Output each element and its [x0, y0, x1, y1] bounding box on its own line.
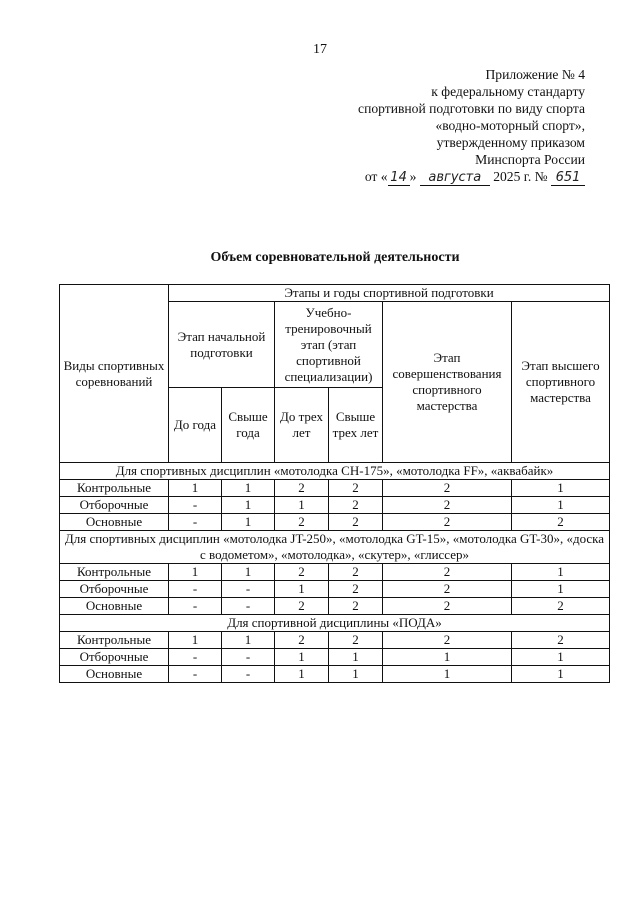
order-line	[358, 168, 585, 186]
appendix-line: «водно-моторный спорт»,	[435, 118, 585, 133]
table-cell: 1	[275, 666, 329, 683]
table-cell: -	[169, 598, 222, 615]
competition-table	[59, 284, 610, 683]
table-cell: 2	[275, 598, 329, 615]
row-label: Основные	[60, 666, 169, 683]
header-up-to-year: До года	[169, 388, 222, 463]
table-cell: 2	[512, 514, 610, 531]
order-mid: »	[409, 169, 417, 184]
table-cell: 2	[383, 581, 512, 598]
header-stage-perfection: Этап совершенствования спортивного мастерства	[383, 302, 512, 463]
row-label: Отборочные	[60, 649, 169, 666]
order-number: 651	[551, 171, 585, 186]
row-label: Контрольные	[60, 480, 169, 497]
row-label: Контрольные	[60, 632, 169, 649]
row-label: Основные	[60, 514, 169, 531]
section-title: Для спортивных дисциплин «мотолодка JT-250», «мотолодка GT-15», «мотолодка GT-30», «доска с водометом», «мотолодка», «скутер», «глиссер»	[60, 531, 610, 564]
page-number: 17	[313, 42, 327, 57]
table-cell: -	[222, 598, 275, 615]
appendix-line: утвержденному приказом	[436, 135, 585, 150]
table-cell: 1	[512, 581, 610, 598]
table-row	[60, 649, 610, 666]
table-cell: 2	[383, 564, 512, 581]
table-cell: 1	[329, 649, 383, 666]
table-cell: 1	[512, 480, 610, 497]
table-cell: 2	[329, 497, 383, 514]
table-cell: 2	[383, 497, 512, 514]
order-day: 14	[388, 171, 410, 186]
section-title: Для спортивных дисциплин «мотолодка СН-175», «мотолодка FF», «аквабайк»	[60, 463, 610, 480]
table-row	[60, 564, 610, 581]
appendix-header	[358, 66, 585, 186]
appendix-line: Минспорта России	[475, 152, 585, 167]
row-label: Контрольные	[60, 564, 169, 581]
table-cell: 2	[512, 632, 610, 649]
table-cell: 1	[275, 649, 329, 666]
appendix-line: к федеральному стандарту	[431, 84, 585, 99]
table-cell: 1	[512, 564, 610, 581]
appendix-line: Приложение № 4	[485, 67, 585, 82]
table-cell: 2	[329, 598, 383, 615]
table-cell: 2	[383, 514, 512, 531]
table-cell: 2	[329, 581, 383, 598]
table-cell: 2	[329, 564, 383, 581]
order-month: августа	[420, 171, 490, 186]
table-cell: -	[222, 649, 275, 666]
table-cell: 2	[383, 598, 512, 615]
table-cell: -	[169, 497, 222, 514]
table-cell: 2	[329, 514, 383, 531]
table-row	[60, 598, 610, 615]
header-competition-types: Виды спортивных соревнований	[60, 285, 169, 463]
table-row	[60, 480, 610, 497]
row-label: Основные	[60, 598, 169, 615]
table-cell: 1	[512, 649, 610, 666]
table-row	[60, 666, 610, 683]
header-stage-highest: Этап высшего спортивного мастерства	[512, 302, 610, 463]
table-cell: 1	[222, 497, 275, 514]
section-title: Для спортивной дисциплины «ПОДА»	[60, 615, 610, 632]
table-cell: 2	[383, 632, 512, 649]
table-cell: 1	[383, 649, 512, 666]
table-cell: -	[169, 666, 222, 683]
header-over-three-years: Свыше трех лет	[329, 388, 383, 463]
table-row	[60, 632, 610, 649]
table-row	[60, 497, 610, 514]
table-cell: -	[222, 581, 275, 598]
row-label: Отборочные	[60, 497, 169, 514]
header-stages: Этапы и годы спортивной подготовки	[169, 285, 610, 302]
table-cell: 2	[275, 514, 329, 531]
order-year: 2025 г. №	[493, 169, 548, 184]
table-cell: 2	[329, 632, 383, 649]
table-cell: 1	[383, 666, 512, 683]
table-cell: 1	[275, 497, 329, 514]
table-row	[60, 514, 610, 531]
table-cell: 1	[275, 581, 329, 598]
header-stage-initial: Этап начальной подготовки	[169, 302, 275, 388]
table-cell: 1	[512, 666, 610, 683]
table-cell: 1	[222, 564, 275, 581]
table-cell: 1	[512, 497, 610, 514]
order-prefix: от «	[364, 169, 388, 184]
table-cell: 2	[512, 598, 610, 615]
table-cell: 1	[222, 480, 275, 497]
appendix-line: спортивной подготовки по виду спорта	[358, 101, 585, 116]
table-cell: 1	[169, 632, 222, 649]
table-cell: 2	[329, 480, 383, 497]
table-cell: 2	[275, 564, 329, 581]
table-cell: -	[222, 666, 275, 683]
table-cell: -	[169, 514, 222, 531]
table-cell: -	[169, 649, 222, 666]
table-row	[60, 581, 610, 598]
table-cell: 2	[383, 480, 512, 497]
table-cell: 1	[169, 564, 222, 581]
table-cell: 1	[222, 514, 275, 531]
table-cell: -	[169, 581, 222, 598]
table-cell: 1	[169, 480, 222, 497]
header-over-year: Свыше года	[222, 388, 275, 463]
table-cell: 2	[275, 480, 329, 497]
header-stage-training: Учебно-тренировочный этап (этап спортивной специализации)	[275, 302, 383, 388]
header-up-to-three-years: До трех лет	[275, 388, 329, 463]
table-cell: 1	[222, 632, 275, 649]
table-cell: 1	[329, 666, 383, 683]
table-cell: 2	[275, 632, 329, 649]
row-label: Отборочные	[60, 581, 169, 598]
document-title: Объем соревновательной деятельности	[210, 250, 460, 265]
